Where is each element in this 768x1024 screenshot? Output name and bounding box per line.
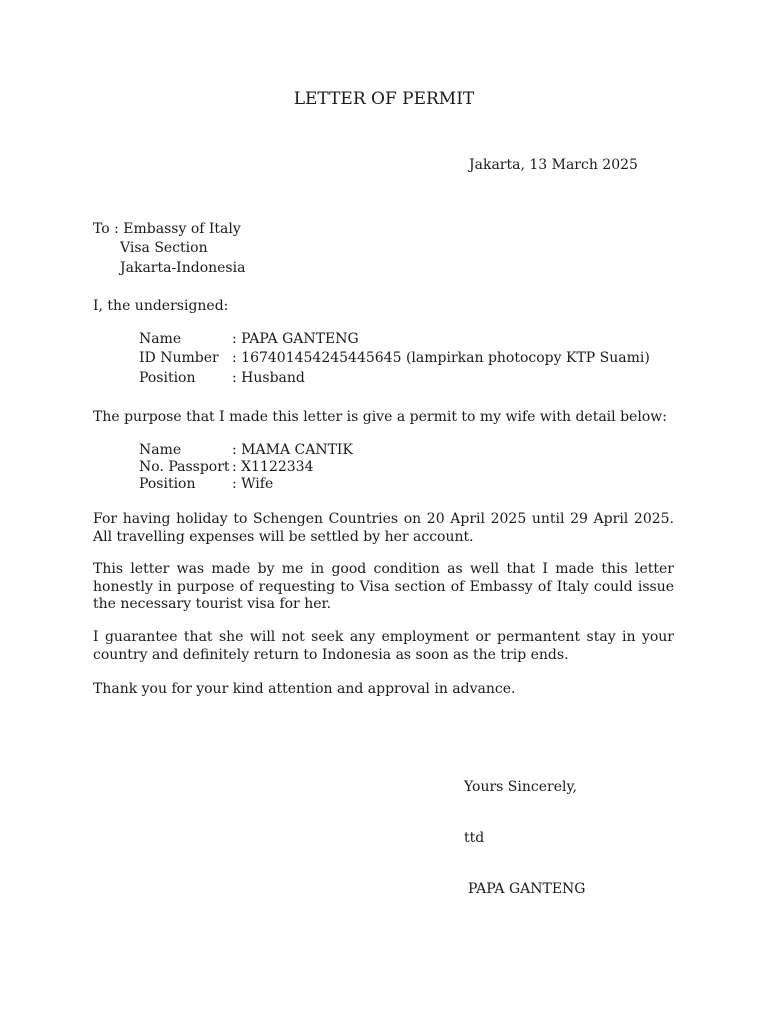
body-paragraph: I guarantee that she will not seek any employment or permantent stay in your country and definitely return to Indonesia as soon as the trip ends.	[93, 629, 674, 663]
detail-label: Name	[139, 331, 182, 347]
body-paragraph: This letter was made by me in good condition as well that I made this letter honestly in purpose of requesting to Visa section of Embassy of Italy could issue the necessary tourist visa for her.	[93, 561, 674, 612]
recipient-line-3: Jakarta-Indonesia	[120, 260, 246, 276]
body-paragraph: For having holiday to Schengen Countries on 20 April 2025 until 29 April 2025. All travelling expenses will be settled by her account.	[93, 511, 674, 545]
letter-title: LETTER OF PERMIT	[293, 89, 475, 109]
recipient-line-2: Visa Section	[120, 240, 208, 256]
signer-name: PAPA GANTENG	[468, 881, 586, 897]
recipient-line-1: To : Embassy of Italy	[93, 221, 241, 237]
undersigned-text: I, the undersigned:	[93, 298, 229, 314]
signature-mark: ttd	[464, 830, 485, 846]
detail-value: : X1122334	[232, 459, 314, 475]
detail-label: ID Number	[139, 350, 219, 366]
detail-label: Position	[139, 370, 196, 386]
detail-label: Name	[139, 442, 182, 458]
place-date: Jakarta, 13 March 2025	[469, 157, 638, 173]
detail-value: : 167401454245445645 (lampirkan photocopy KTP Suami)	[232, 350, 650, 366]
purpose-text: The purpose that I made this letter is give a permit to my wife with detail below:	[93, 409, 667, 425]
closing-text: Yours Sincerely,	[464, 779, 577, 795]
body-paragraph: Thank you for your kind attention and approval in advance.	[93, 681, 516, 697]
detail-label: Position	[139, 476, 196, 492]
detail-value: : Wife	[232, 476, 274, 492]
detail-value: : MAMA CANTIK	[232, 442, 353, 458]
detail-value: : PAPA GANTENG	[232, 331, 359, 347]
detail-value: : Husband	[232, 370, 305, 386]
detail-label: No. Passport	[139, 459, 230, 475]
